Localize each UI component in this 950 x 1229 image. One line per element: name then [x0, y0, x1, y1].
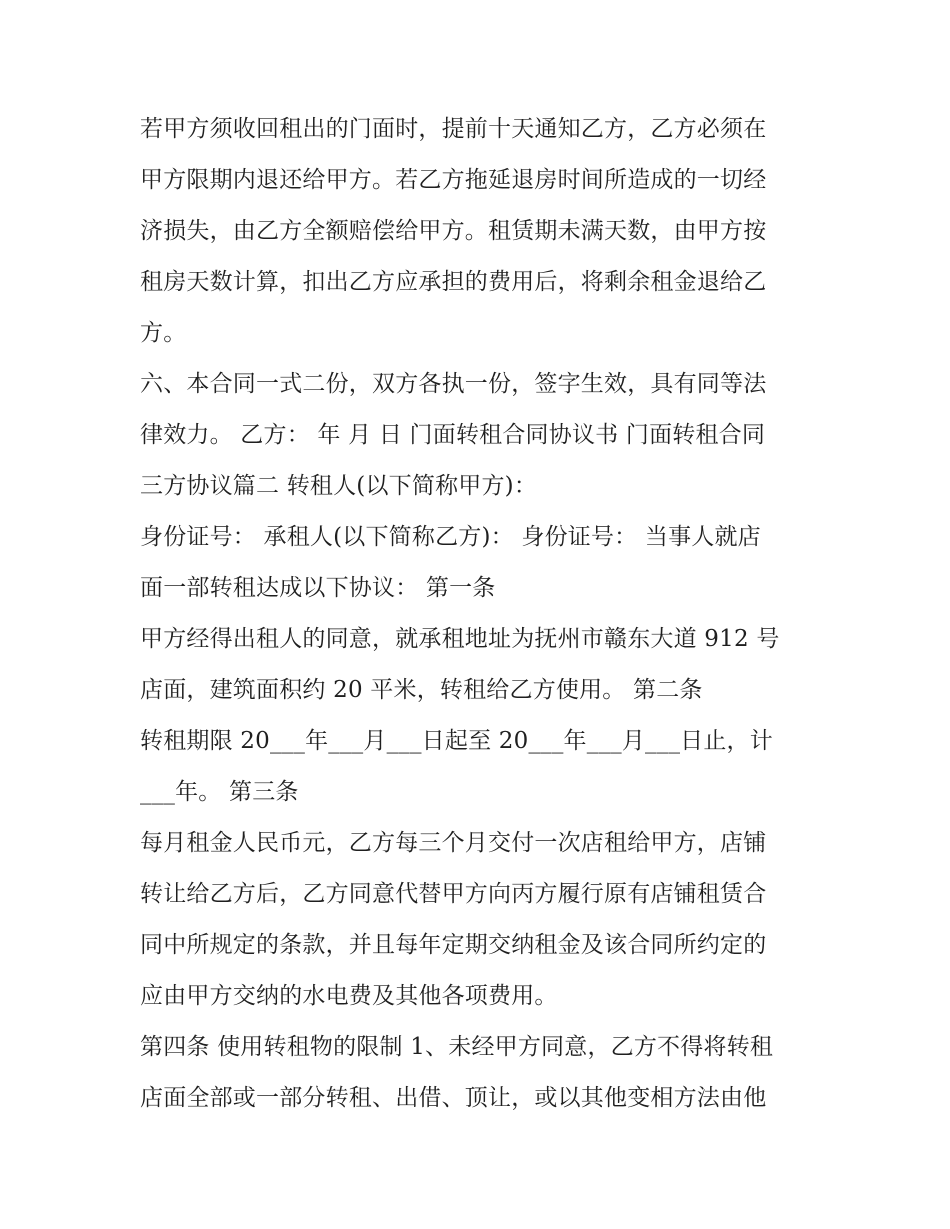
text-line: 应由甲方交纳的水电费及其他各项费用。 [140, 983, 558, 1009]
text-line: 六、本合同一式二份，双方各执一份，签字生效，具有同等法 [140, 371, 767, 397]
text-line: 转让给乙方后，乙方同意代替甲方向丙方履行原有店铺租赁合 [140, 881, 767, 907]
text-line: 面一部转租达成以下协议： 第一条 [140, 575, 496, 601]
text-line: 店面，建筑面积约 20 平米，转租给乙方使用。 第二条 [140, 677, 703, 703]
text-line: 律效力。 乙方： 年 月 日 门面转租合同协议书 门面转租合同 [140, 422, 766, 448]
text-line: 甲方经得出租人的同意，就承租地址为抚州市赣东大道 912 号 [140, 626, 780, 652]
text-line: 若甲方须收回租出的门面时，提前十天通知乙方，乙方必须在 [140, 116, 767, 142]
text-line: 第四条 使用转租物的限制 1、未经甲方同意，乙方不得将转租 [140, 1034, 774, 1060]
text-line: ___年。 第三条 [140, 779, 299, 805]
text-line: 身份证号： 承租人(以下简称乙方)： 身份证号： 当事人就店 [140, 524, 761, 550]
document-body [140, 104, 830, 1124]
text-line: 甲方限期内退还给甲方。若乙方拖延退房时间所造成的一切经 [140, 167, 767, 193]
text-line: 店面全部或一部分转租、出借、顶让，或以其他变相方法由他 [140, 1085, 767, 1111]
text-line: 每月租金人民币元，乙方每三个月交付一次店租给甲方，店铺 [140, 830, 767, 856]
text-line: 租房天数计算，扣出乙方应承担的费用后，将剩余租金退给乙 [140, 269, 767, 295]
text-line: 三方协议篇二 转租人(以下简称甲方)： [140, 473, 538, 499]
text-line: 同中所规定的条款，并且每年定期交纳租金及该合同所约定的 [140, 932, 767, 958]
text-line: 转租期限 20___年___月___日起至 20___年___月___日止，计 [140, 728, 773, 754]
text-line: 方。 [140, 320, 187, 346]
text-line: 济损失，由乙方全额赔偿给甲方。租赁期未满天数，由甲方按 [140, 218, 767, 244]
